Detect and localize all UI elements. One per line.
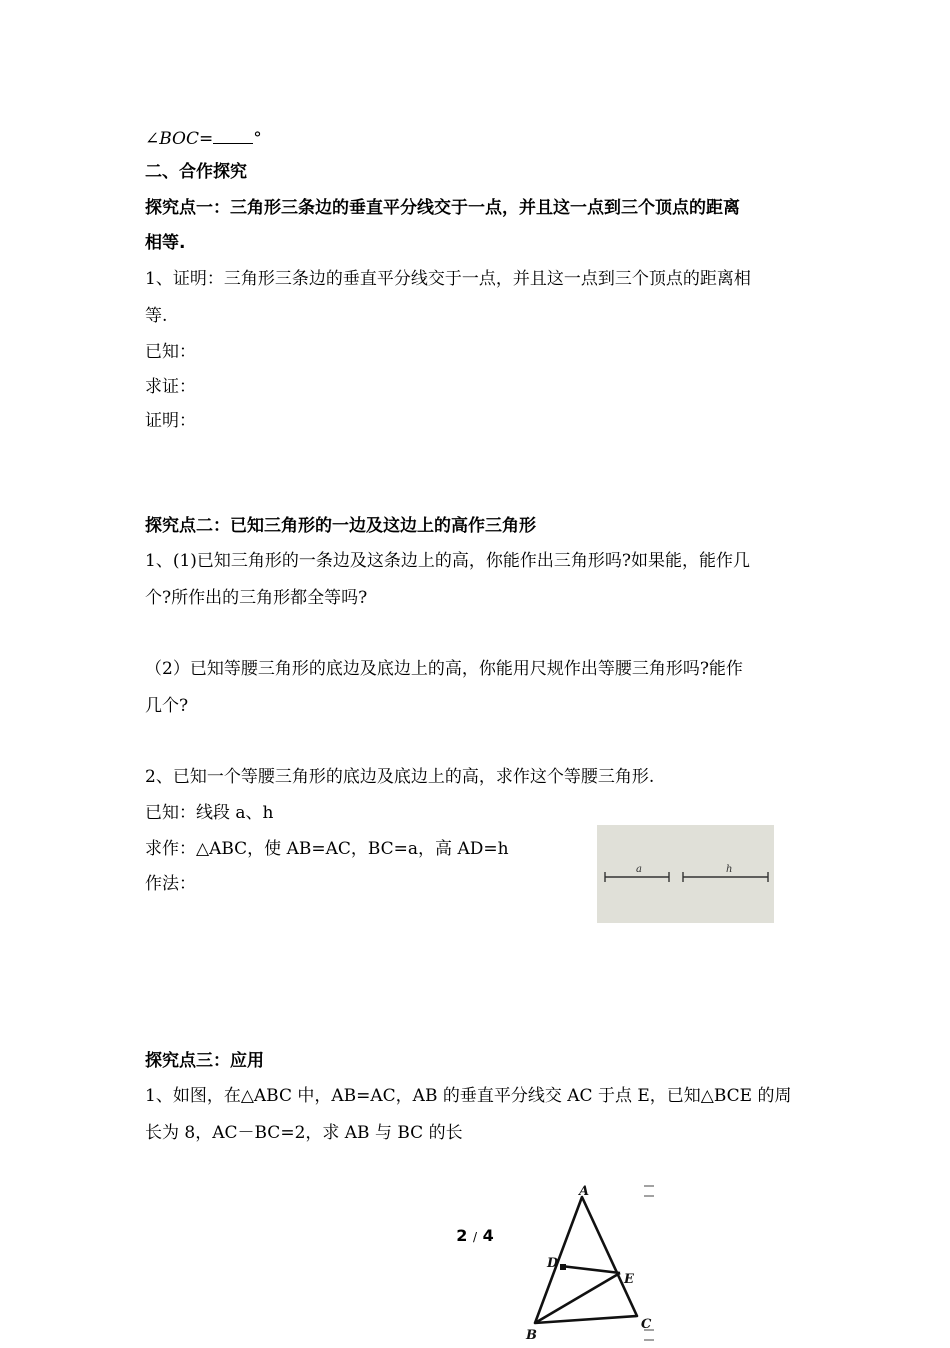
inquiry-point-1-title: 探究点一：三角形三条边的垂直平分线交于一点，并且这一点到三个顶点的距离 [145, 198, 740, 218]
page-total: 4 [482, 1226, 494, 1245]
given-label: 已知： [145, 342, 196, 362]
section-heading: 二、合作探究 [145, 162, 247, 182]
vertex-a-label: A [579, 1184, 590, 1199]
inquiry-point-3-title: 探究点三：应用 [145, 1051, 264, 1071]
point-d-label: D [547, 1256, 559, 1271]
answer-blank [213, 127, 253, 144]
right-angle-mark [560, 1264, 566, 1270]
given-segments: 已知：线段 a、h [145, 803, 274, 823]
inquiry-point-1-title-cont: 相等. [145, 233, 186, 253]
question-1-1-cont: 个?所作出的三角形都全等吗? [145, 588, 368, 608]
degree-sign: ° [253, 129, 262, 149]
page-number [440, 1226, 510, 1245]
proof-question: 1、证明：三角形三条边的垂直平分线交于一点，并且这一点到三个顶点的距离相 [145, 269, 751, 289]
question-1-2-cont: 几个? [145, 696, 189, 716]
construction-steps-label: 作法： [145, 874, 196, 894]
application-question: 1、如图，在△ABC 中，AB=AC，AB 的垂直平分线交 AC 于点 E，已知△BCE 的周 [145, 1086, 792, 1106]
segment-a-label: a [636, 864, 642, 875]
page-current: 2 [456, 1226, 468, 1245]
vertex-c-label: C [641, 1317, 652, 1332]
proof-question-cont: 等. [145, 306, 168, 326]
question-1-2: （2）已知等腰三角形的底边及底边上的高，你能用尺规作出等腰三角形吗?能作 [145, 659, 743, 679]
proof-label: 证明： [145, 411, 196, 431]
to-prove-label: 求证： [145, 377, 196, 397]
triangle-figure [520, 1180, 660, 1344]
angle-boc-label: ∠BOC= [145, 129, 214, 149]
segment-h-label: h [726, 864, 733, 875]
vertex-b-label: B [526, 1328, 537, 1343]
application-question-cont: 长为 8，AC－BC=2，求 AB 与 BC 的长 [145, 1123, 463, 1143]
question-2: 2、已知一个等腰三角形的底边及底边上的高，求作这个等腰三角形. [145, 767, 655, 787]
question-1-1: 1、(1)已知三角形的一条边及这条边上的高，你能作出三角形吗?如果能，能作几 [145, 551, 751, 571]
construct-requirement: 求作：△ABC，使 AB=AC，BC=a，高 AD=h [145, 839, 509, 859]
page-separator: / [472, 1230, 478, 1244]
segments-figure [597, 825, 774, 923]
point-e-label: E [624, 1272, 634, 1287]
inquiry-point-2-title: 探究点二：已知三角形的一边及这边上的高作三角形 [145, 516, 536, 536]
angle-boc-fill-blank [145, 127, 262, 150]
